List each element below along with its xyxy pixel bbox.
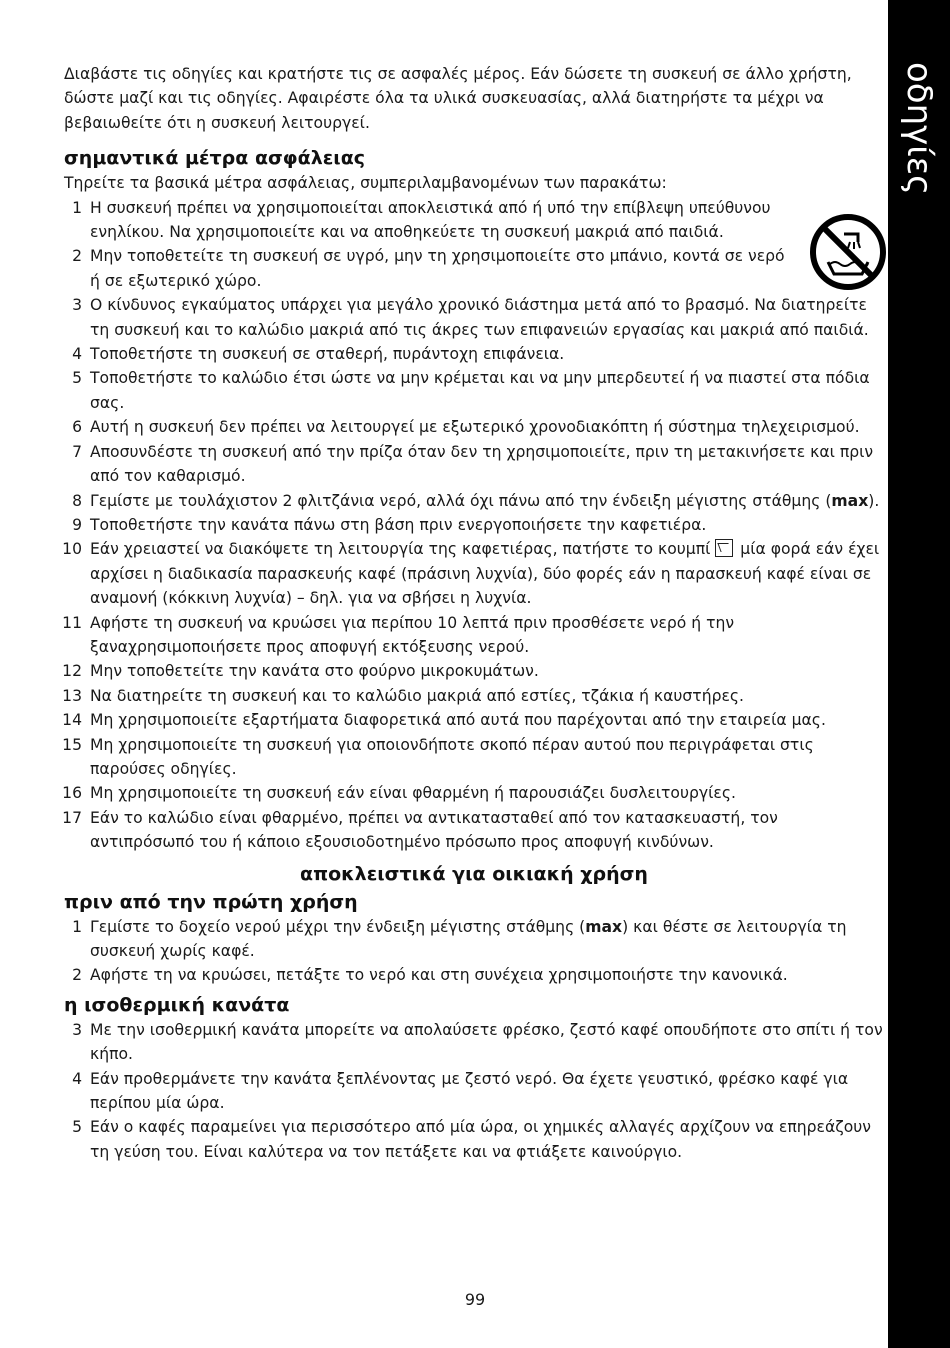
- list-item: 6 Αυτή η συσκευή δεν πρέπει να λειτουργεί με εξωτερικό χρονοδιακόπτη ή σύστημα τηλεχειρισμού.: [72, 418, 860, 437]
- max-label: max: [831, 491, 869, 510]
- before-first-use-list: [64, 915, 884, 988]
- list-item: 15 Μη χρησιμοποιείτε τη συσκευή για οποιονδήποτε σκοπό πέραν αυτού που περιγράφεται στις παρούσες οδηγίες.: [62, 735, 814, 778]
- list-item: 1 Γεμίστε το δοχείο νερού μέχρι την ένδειξη μέγιστης στάθμης (max) και θέστε σε λειτουργία τη συσκευή χωρίς καφέ.: [72, 917, 847, 960]
- list-item: 14 Μη χρησιμοποιείτε εξαρτήματα διαφορετικά από αυτά που παρέχονται από την εταιρεία μας.: [62, 711, 826, 730]
- page-number: 99: [464, 1290, 486, 1309]
- before-first-use-heading: πριν από την πρώτη χρήση: [64, 890, 358, 913]
- max-label: max: [585, 917, 623, 936]
- intro-paragraph: Διαβάστε τις οδηγίες και κρατήστε τις σε ασφαλές μέρος. Εάν δώσετε τη συσκευή σε άλλο χρήστη, δώστε μαζί και τις οδηγίες. Αφαιρέστε όλα τα υλικά συσκευασίας, αλλά διατηρήστε τα μέχρι να βεβαιωθείτε ότι η συσκευή λειτουργεί.: [64, 65, 852, 132]
- list-item: 8 Γεμίστε με τουλάχιστον 2 φλιτζάνια νερό, αλλά όχι πάνω από την ένδειξη μέγιστης στάθμης (max).: [72, 491, 880, 510]
- list-item: 7 Αποσυνδέστε τη συσκευή από την πρίζα όταν δεν τη χρησιμοποιείτε, πριν τη μετακινήσετε και πριν από τον καθαρισμό.: [72, 442, 874, 486]
- list-item: 5 Τοποθετήστε το καλώδιο έτσι ώστε να μην κρέμεται και να μην μπερδευτεί ή να πιαστεί στα πόδια σας.: [72, 369, 870, 412]
- list-item: 9 Τοποθετήστε την κανάτα πάνω στη βάση πριν ενεργοποιήσετε την καφετιέρα.: [72, 515, 707, 534]
- side-tab-label: οδηγίες: [899, 62, 939, 196]
- brew-button-icon: [715, 539, 733, 557]
- list-item: 2 Μην τοποθετείτε τη συσκευή σε υγρό, μην τη χρησιμοποιείτε στο μπάνιο, κοντά σε νερό ή σε εξωτερικό χώρο.: [72, 247, 785, 290]
- list-item: 4 Εάν προθερμάνετε την κανάτα ξεπλένοντας με ζεστό νερό. Θα έχετε γευστικό, φρέσκο καφέ για περίπου μία ώρα.: [72, 1069, 849, 1113]
- list-item: 12 Μην τοποθετείτε την κανάτα στο φούρνο μικροκυμάτων.: [62, 662, 539, 681]
- thermal-jug-list: [64, 1018, 884, 1164]
- list-item: 3 Ο κίνδυνος εγκαύματος υπάρχει για μεγάλο χρονικό διάστημα μετά από το βρασμό. Να διατηρείτε τη συσκευή και το καλώδιο μακριά από τις άκρες των επιφανειών εργασίας και μακριά από παιδιά.: [72, 296, 869, 339]
- thermal-jug-heading: η ισοθερμική κανάτα: [64, 993, 290, 1016]
- list-item: 17 Εάν το καλώδιο είναι φθαρμένο, πρέπει να αντικατασταθεί από τον κατασκευαστή, τον αντιπρόσωπό του ή κάποιο εξουσιοδοτημένο πρόσωπο προς αποφυγή κινδύνων.: [62, 808, 778, 852]
- list-item: 11 Αφήστε τη συσκευή να κρυώσει για περίπου 10 λεπτά πριν προσθέσετε νερό ή την ξαναχρησιμοποιήσετε προς αποφυγή εκτόξευσης νερού.: [62, 613, 735, 656]
- side-tab: [888, 0, 950, 1348]
- list-item: 10 Εάν χρειαστεί να διακόψετε τη λειτουργία της καφετιέρας, πατήστε το κουμπί μία φορά εάν έχει αρχίσει η διαδικασία παρασκευής καφέ (πράσινη λυχνία), δύο φορές εάν η παρασκευή καφέ είναι σε αναμονή (κόκκινη λυχνία) – δηλ. για να σβήσει η λυχνία.: [62, 540, 880, 608]
- household-note: αποκλειστικά για οικιακή χρήση: [300, 862, 648, 885]
- safety-lead: Τηρείτε τα βασικά μέτρα ασφάλειας, συμπεριλαμβανομένων των παρακάτω:: [64, 174, 667, 193]
- list-item: 2 Αφήστε τη να κρυώσει, πετάξτε το νερό και στη συνέχεια χρησιμοποιήστε την κανονικά.: [72, 966, 788, 985]
- list-item: 4 Τοποθετήστε τη συσκευή σε σταθερή, πυράντοχη επιφάνεια.: [72, 345, 565, 364]
- list-item: 3 Με την ισοθερμική κανάτα μπορείτε να απολαύσετε φρέσκο, ζεστό καφέ οπουδήποτε στο σπίτι ή τον κήπο.: [72, 1020, 883, 1064]
- list-item: 1 Η συσκευή πρέπει να χρησιμοποιείται αποκλειστικά από ή υπό την επίβλεψη υπεύθυνου ενηλίκου. Να χρησιμοποιείτε και να αποθηκεύετε τη συσκευή μακριά από παιδιά.: [72, 198, 771, 242]
- list-item: 13 Να διατηρείτε τη συσκευή και το καλώδιο μακριά από εστίες, τζάκια ή καυστήρες.: [62, 686, 745, 705]
- safety-heading: σημαντικά μέτρα ασφάλειας: [64, 147, 366, 170]
- instructions-content: [64, 62, 884, 1164]
- safety-list: [64, 196, 884, 855]
- list-item: 16 Μη χρησιμοποιείτε τη συσκευή εάν είναι φθαρμένη ή παρουσιάζει δυσλειτουργίες.: [62, 784, 736, 803]
- list-item: 5 Εάν ο καφές παραμείνει για περισσότερο από μία ώρα, οι χημικές αλλαγές αρχίζουν να επηρεάζουν τη γεύση του. Είναι καλύτερα να τον πετάξετε και να φτιάξετε καινούργιο.: [72, 1118, 871, 1161]
